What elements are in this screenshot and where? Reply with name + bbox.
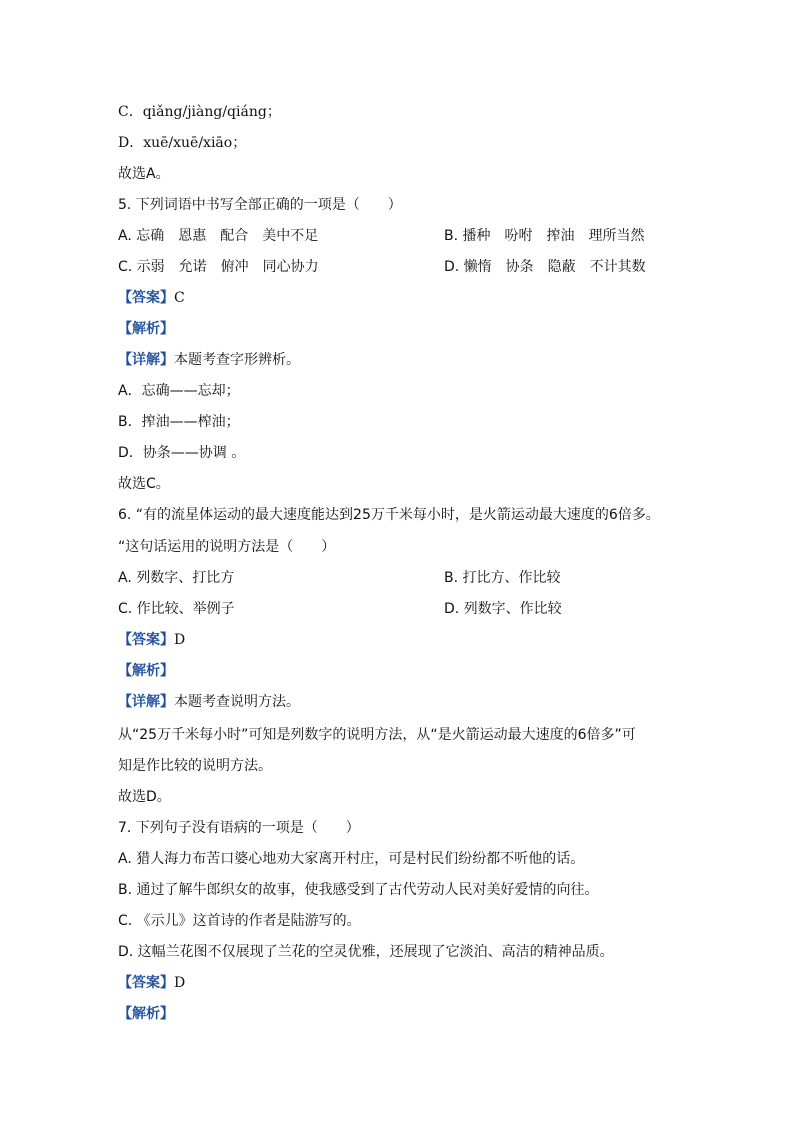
detail-tag: 【详解】 [118,352,174,368]
detail-text: 本题考查字形辨析。 [174,352,300,368]
detail-tag: 【详解】 [118,694,174,710]
detail-text: 本题考查说明方法。 [174,694,300,710]
question-5-choice: 故选C。 [118,476,170,492]
question-6-option-a: A. 列数字、打比方 [118,570,235,586]
option-c-pinyin-line: C．qiǎng/jiàng/qiáng； [118,104,281,120]
question-7-option-c: C. 《示儿》这首诗的作者是陆游写的。 [118,913,361,929]
question-5-detail-a: A．忘确——忘却； [118,383,240,399]
answer-tag: 【答案】 [118,632,174,648]
question-6-option-c: C. 作比较、举例子 [118,601,235,617]
answer-choice-line: 故选A。 [118,166,170,182]
analysis-tag: 【解析】 [118,663,174,679]
question-6-analysis [118,661,174,681]
question-5-analysis [118,319,174,339]
answer-value: D [174,975,186,991]
question-6-stem-line-2: “这句话运用的说明方法是（ ） [118,539,336,555]
question-5-detail [118,350,300,370]
question-7-option-b: B. 通过了解牛郎织女的故事，使我感受到了古代劳动人民对美好爱情的向往。 [118,882,599,898]
question-5-option-d: D. 懒惰 协条 隐蔽 不计其数 [444,259,646,275]
question-7-analysis [118,1004,174,1024]
question-6-detail [118,692,300,712]
answer-value: C [174,290,185,306]
question-5-option-b: B. 播种 吩咐 搾油 理所当然 [444,228,645,244]
answer-tag: 【答案】 [118,975,174,991]
analysis-tag: 【解析】 [118,321,174,337]
question-5-option-c: C. 示弱 允诺 俯冲 同心协力 [118,259,319,275]
question-6-option-b: B. 打比方、作比较 [444,570,561,586]
question-5-option-a: A. 忘确 恩惠 配合 美中不足 [118,228,319,244]
question-5-stem: 5. 下列词语中书写全部正确的一项是（ ） [118,197,402,213]
question-6-explain-line-2: 知是作比较的说明方法。 [118,758,272,774]
question-7-answer [118,973,185,993]
question-7-option-a: A. 猎人海力布苦口婆心地劝大家离开村庄，可是村民们纷纷都不听他的话。 [118,851,585,867]
question-5-detail-d: D．协条——协调 。 [118,445,246,461]
question-6-choice: 故选D。 [118,789,171,805]
question-7-option-d: D. 这幅兰花图不仅展现了兰花的空灵优雅，还展现了它淡泊、高洁的精神品质。 [118,944,614,960]
question-6-answer [118,630,185,650]
question-6-stem-line-1: 6. “有的流星体运动的最大速度能达到25万千米每小时，是火箭运动最大速度的6倍多。 [118,507,660,523]
answer-tag: 【答案】 [118,290,174,306]
question-5-answer [118,288,185,308]
option-d-pinyin-line: D．xuē/xuē/xiāo； [118,135,247,151]
question-7-stem: 7. 下列句子没有语病的一项是（ ） [118,820,360,836]
answer-value: D [174,632,186,648]
analysis-tag: 【解析】 [118,1006,174,1022]
question-6-option-d: D. 列数字、作比较 [444,601,562,617]
question-6-explain-line-1: 从“25万千米每小时”可知是列数字的说明方法，从“是火箭运动最大速度的6倍多”可 [118,727,636,743]
question-5-detail-b: B．搾油——榨油； [118,414,240,430]
